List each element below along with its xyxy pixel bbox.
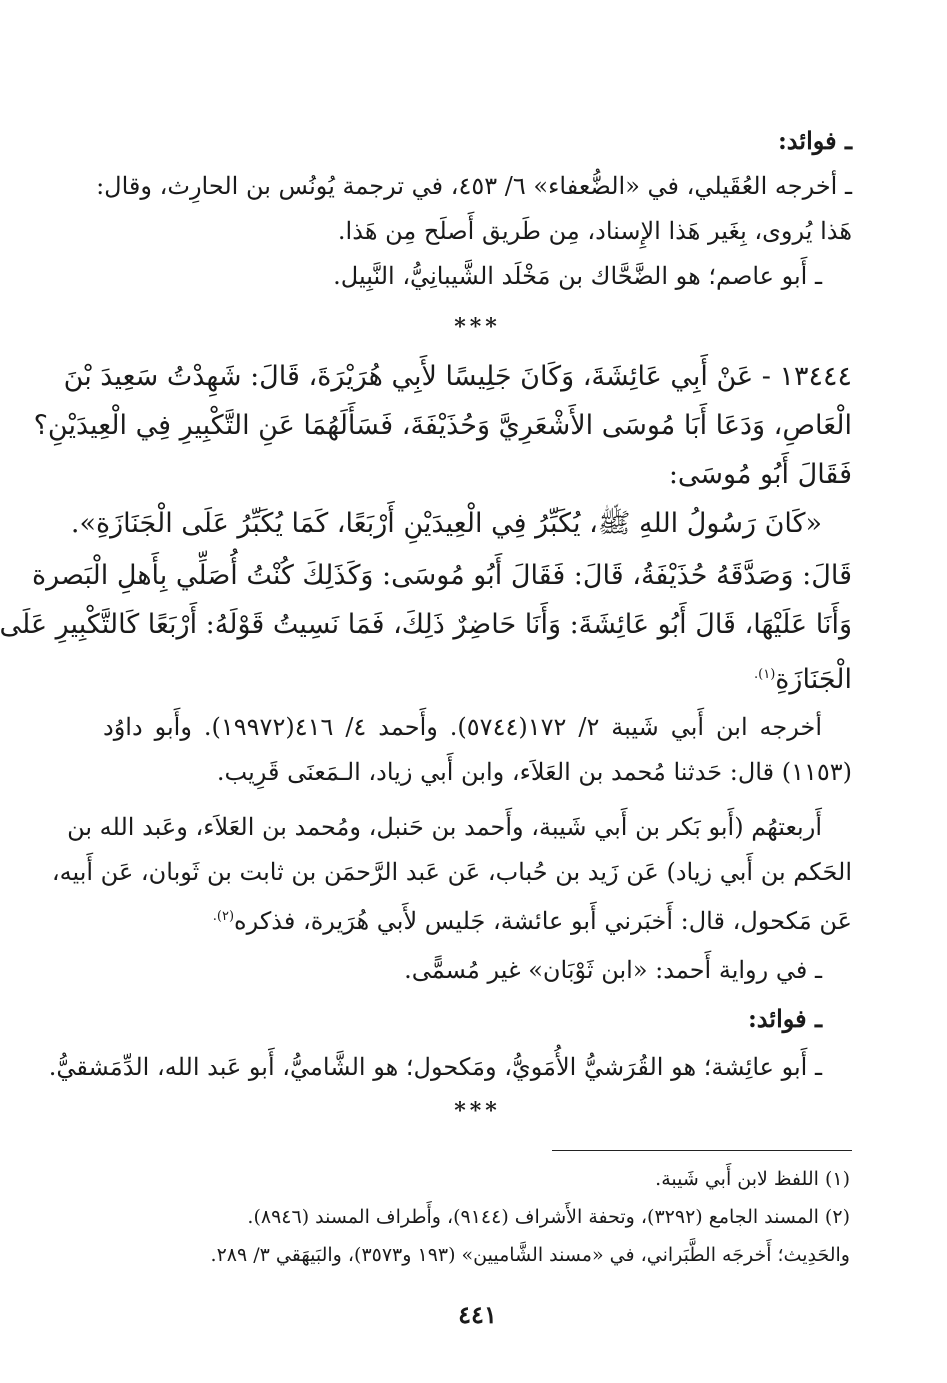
takhrij-line bbox=[103, 900, 852, 938]
footnote-1: (١) اللفظ لابن أَبي شَيبة. bbox=[655, 1168, 850, 1190]
footnote-2-continued: والحَدِيث؛ أَخرجَه الطَّبَراني، في «مسند الشَّاميين» (١٩٣ و٣٥٧٣)، والبَيهَقي ٣/ ٢٨٩. bbox=[210, 1244, 850, 1266]
page-number: ٤٤١ bbox=[458, 1300, 497, 1329]
takhrij-line: (١١٥٣) قال: حَدثنا مُحمد بن العَلاَء، وابن أَبي زياد، الـمَعنَى قَرِيب. bbox=[216, 758, 852, 786]
takhrij-line: الحَكم بن أَبي زياد) عَن زَيد بن حُباب، عَن عَبد الرَّحمَن بن ثابت بن ثَوبان، عَن أَبيه، bbox=[51, 858, 852, 886]
footnote-ref-2: (٢). bbox=[212, 909, 235, 924]
hadith-text-line bbox=[103, 655, 852, 700]
hadith-final-word: الْجَنَازَةِ bbox=[775, 664, 852, 695]
footnote-ref-1: (١). bbox=[754, 667, 776, 682]
footnote-2: (٢) المسند الجامع (٣٢٩٢)، وتحفة الأَشراف (٩١٤٤)، وأَطراف المسند (٨٩٤٦). bbox=[247, 1206, 850, 1228]
benefit-line: هَذا يُروى، بِغَير هَذا الإِسناد، مِن طَريق أَصلَح مِن هَذا. bbox=[337, 217, 852, 245]
hadith-text-line: الْعَاصِ، وَدَعَا أَبَا مُوسَى الأَشْعَرِيَّ وَحُذَيْفَةَ، فَسَأَلَهُمَا عَنِ التَّكْبِيرِ فِي الْعِيدَيْنِ؟ bbox=[33, 410, 852, 441]
benefit-line: ـ أَبو عائِشة؛ هو القُرَشيُّ الأُمَويُّ، ومَكحول؛ هو الشَّاميُّ، أَبو عَبد الله، الدِّمَشقيُّ. bbox=[48, 1053, 822, 1081]
takhrij-text: عَن مَكحول، قال: أَخبَرني أَبو عائشة، جَليس لأَبي هُرَيرة، فذكره bbox=[234, 907, 852, 935]
hadith-prophetic-quote: «كَانَ رَسُولُ اللهِ ﷺ، يُكَبِّرُ فِي الْعِيدَيْنِ أَرْبَعًا، كَمَا يُكَبِّرُ عَلَى الْجَنَازَةِ». bbox=[70, 508, 822, 539]
takhrij-line: أَربعتهُم (أَبو بَكر بن أَبي شَيبة، وأَحمد بن حَنبل، ومُحمد بن العَلاَء، وعَبد الله بن bbox=[67, 813, 822, 841]
takhrij-line: ـ في رواية أَحمد: «ابن ثَوْبَان» غير مُسمًّى. bbox=[404, 956, 822, 984]
section-heading-benefits: ـ فوائد: bbox=[747, 1004, 822, 1033]
footnote-divider bbox=[552, 1150, 852, 1151]
benefit-line: ـ أخرجه العُقَيلي، في «الضُّعفاء» ٦/ ٤٥٣، في ترجمة يُونُس بن الحارِث، وقال: bbox=[96, 172, 852, 200]
takhrij-line: أخرجه ابن أَبي شَيبة ٢/ ١٧٢(٥٧٤٤). وأَحمد ٤/ ٤١٦(١٩٩٧٢). وأَبو داوُد bbox=[103, 713, 823, 741]
section-heading-benefits: ـ فوائد: bbox=[777, 126, 852, 155]
hadith-text-line: فَقَالَ أَبُو مُوسَى: bbox=[668, 459, 852, 490]
separator-stars: *** bbox=[454, 1098, 501, 1124]
hadith-text-line: وَأَنَا عَلَيْهَا، قَالَ أَبُو عَائِشَةَ: وَأَنَا حَاضِرٌ ذَلِكَ، فَمَا نَسِيتُ قَوْلَهُ: أَرْبَعًا كَالتَّكْبِيرِ عَلَى bbox=[0, 609, 852, 640]
hadith-text-line: ١٣٤٤٤ - عَنْ أَبِي عَائِشَةَ، وَكَانَ جَلِيسًا لأَبِي هُرَيْرَةَ، قَالَ: شَهِدْتُ سَعِيدَ بْنَ bbox=[63, 361, 852, 392]
hadith-text-line: قَالَ: وَصَدَّقَهُ حُذَيْفَةُ، قَالَ: فَقَالَ أَبُو مُوسَى: وَكَذَلِكَ كُنْتُ أُصَلِّي بِأَهلِ الْبَصرة bbox=[31, 560, 852, 591]
separator-stars: *** bbox=[454, 314, 501, 340]
benefit-line: ـ أَبو عاصم؛ هو الضَّحَّاك بن مَخْلَد الشَّيبانِيُّ، النَّبِيل. bbox=[333, 262, 822, 290]
